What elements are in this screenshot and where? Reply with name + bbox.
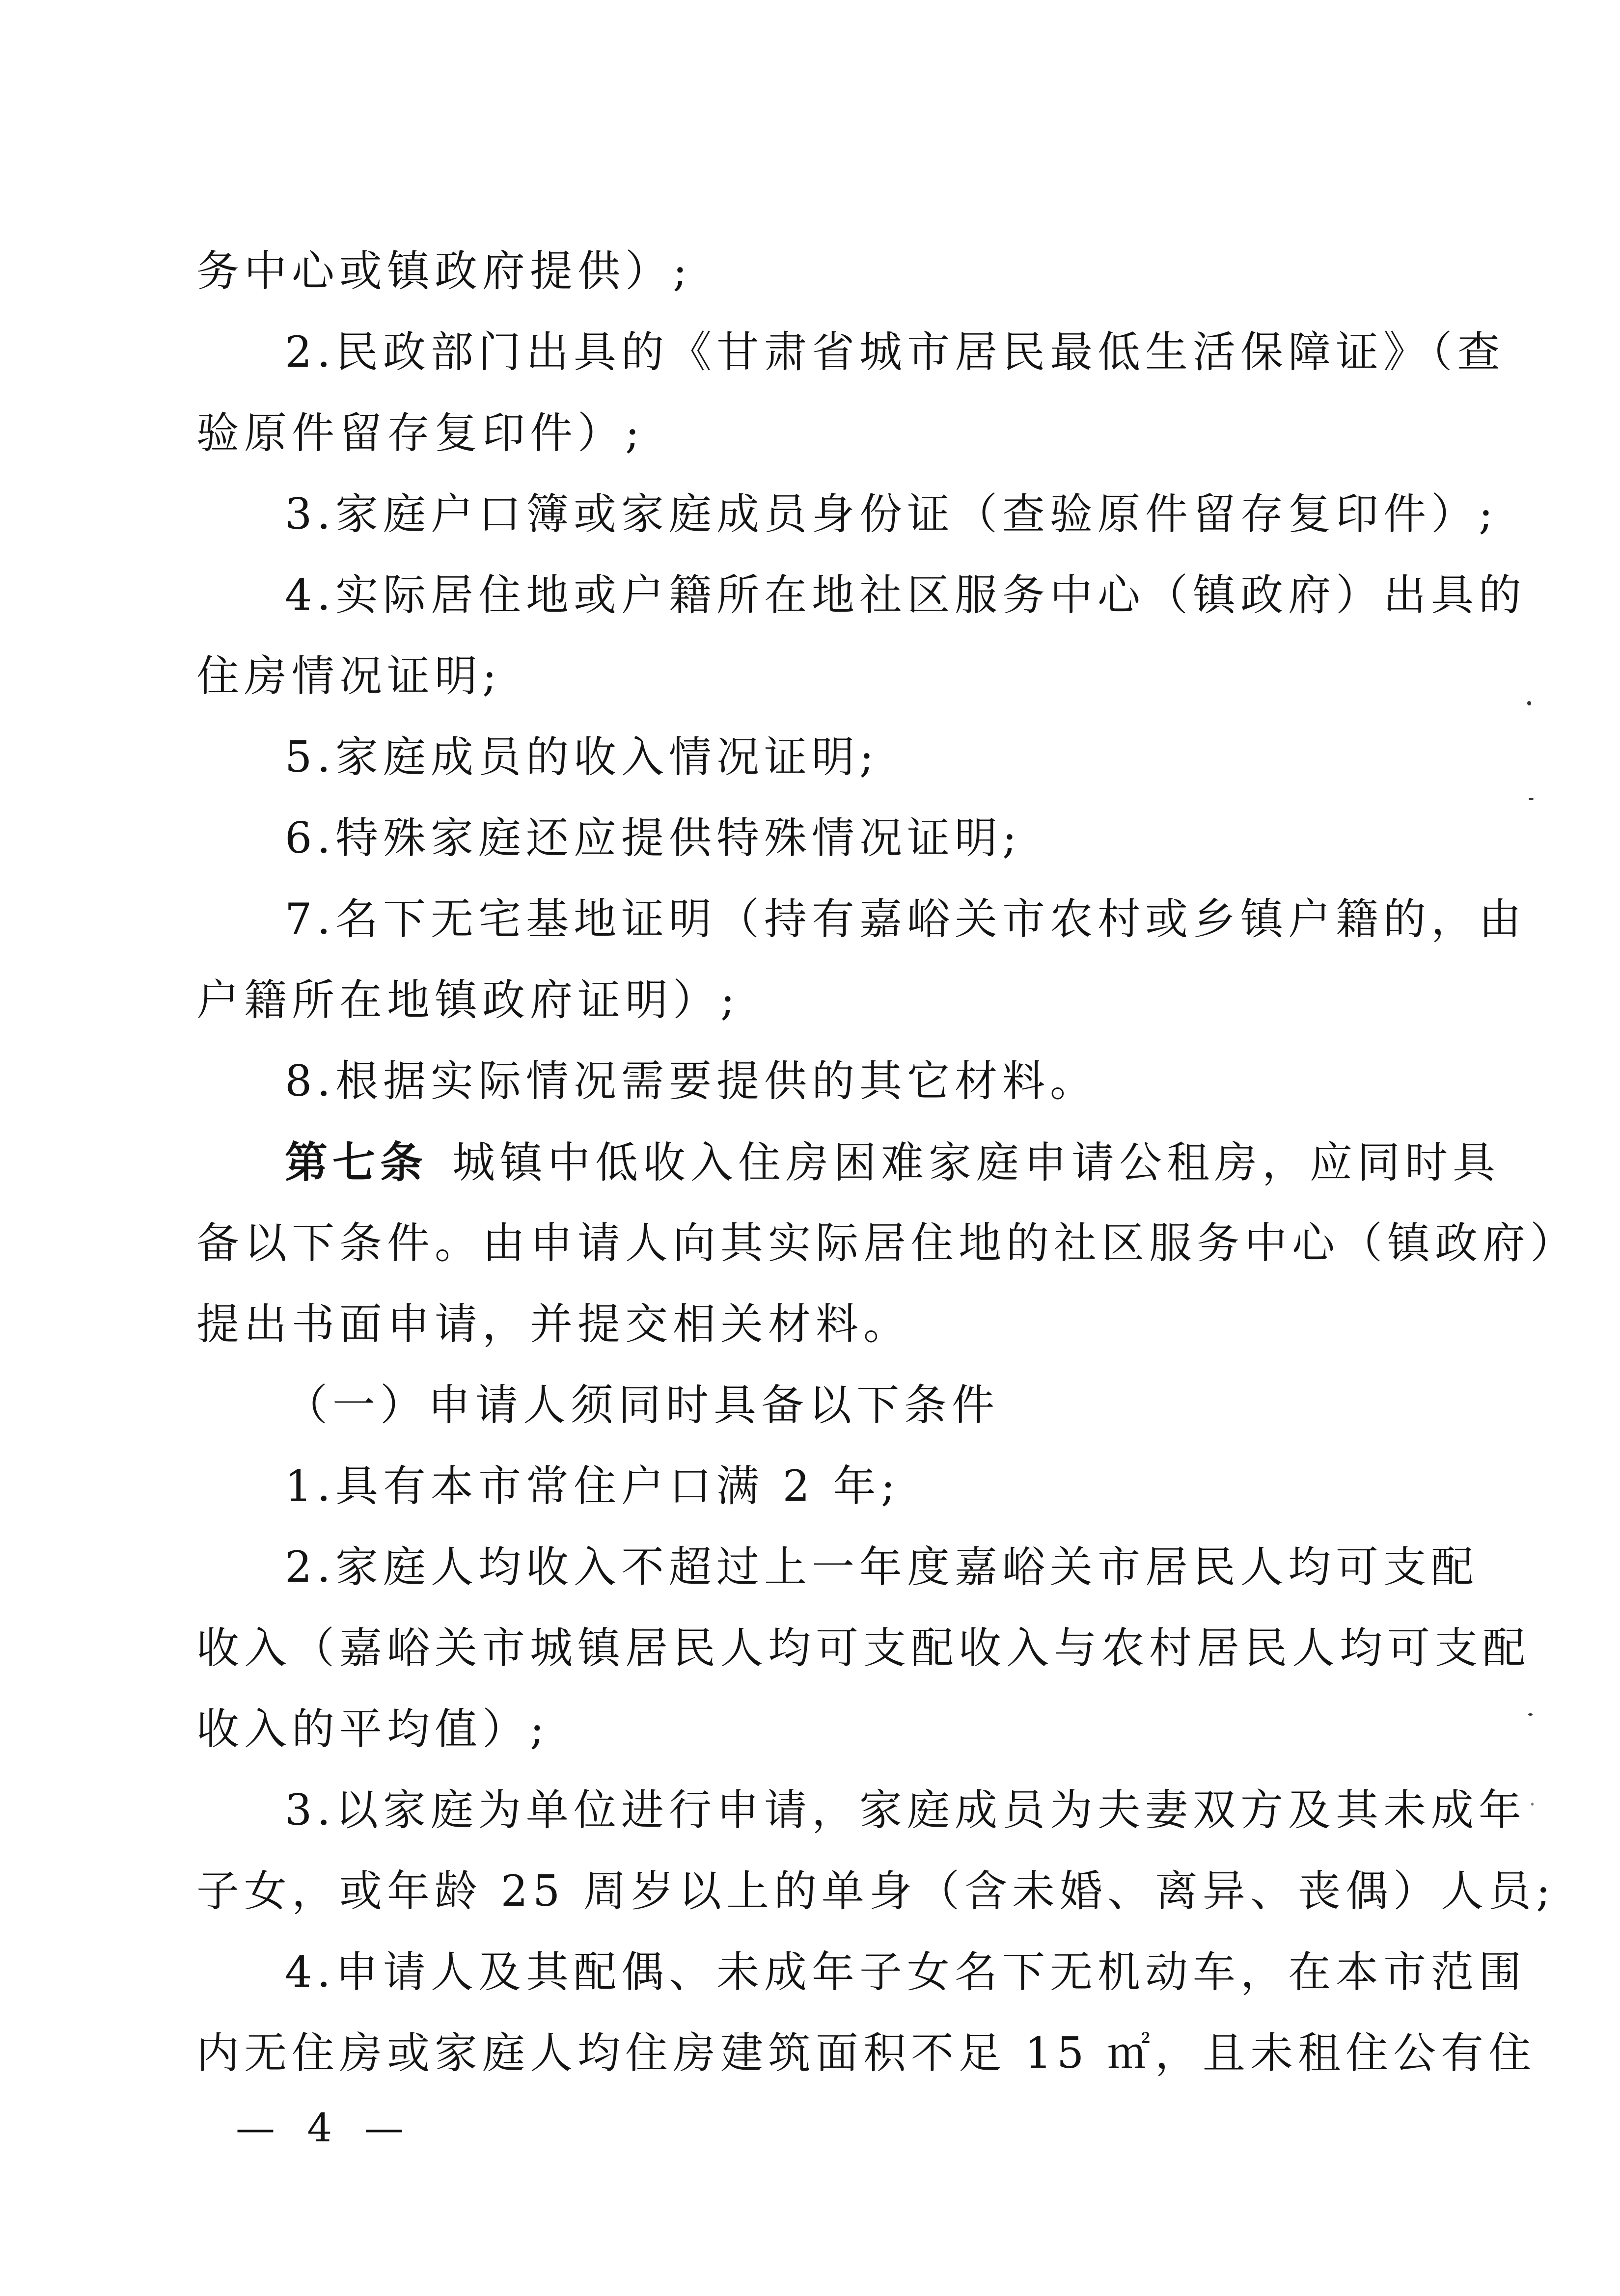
text-line: 2.民政部门出具的《甘肃省城市居民最低生活保障证》（查 <box>285 327 1505 377</box>
text-line: 内无住房或家庭人均住房建筑面积不足 15 ㎡，且未租住公有住 <box>196 2028 1537 2078</box>
text-line: 子女，或年龄 25 周岁以上的单身（含未婚、离异、丧偶）人员; <box>196 1866 1556 1916</box>
scan-speck <box>1531 1803 1534 1806</box>
text-line: 4.实际居住地或户籍所在地社区服务中心（镇政府）出具的 <box>285 570 1527 620</box>
scan-speck <box>1527 701 1531 705</box>
text-line: 8.根据实际情况需要提供的其它材料。 <box>285 1056 1098 1106</box>
text-line: 4.申请人及其配偶、未成年子女名下无机动车，在本市范围 <box>285 1947 1527 1997</box>
scan-speck <box>1528 1713 1533 1716</box>
text-line: 3.以家庭为单位进行申请，家庭成员为夫妻双方及其未成年 <box>285 1785 1527 1835</box>
text-line: 2.家庭人均收入不超过上一年度嘉峪关市居民人均可支配 <box>285 1542 1479 1592</box>
text-line: （一）申请人须同时具备以下条件 <box>285 1380 999 1430</box>
article-text: 城镇中低收入住房困难家庭申请公租房，应同时具 <box>452 1137 1500 1188</box>
text-line: 1.具有本市常住户口满 2 年; <box>285 1461 900 1511</box>
page-number: — 4 — <box>236 2105 413 2151</box>
text-line: 备以下条件。由申请人向其实际居住地的社区服务中心（镇政府） <box>196 1218 1578 1268</box>
scan-speck <box>1529 798 1534 800</box>
text-line: 5.家庭成员的收入情况证明; <box>285 732 879 782</box>
article-seven-first-line <box>196 1122 1500 1203</box>
text-line: 收入（嘉峪关市城镇居民人均可支配收入与农村居民人均可支配 <box>196 1623 1530 1673</box>
text-line: 7.名下无宅基地证明（持有嘉峪关市农村或乡镇户籍的，由 <box>285 894 1527 944</box>
text-line: 户籍所在地镇政府证明）; <box>196 975 740 1025</box>
text-line: 住房情况证明; <box>196 651 502 701</box>
document-body <box>196 231 1578 2094</box>
text-line: 验原件留存复印件）; <box>196 408 645 458</box>
text-line: 提出书面申请，并提交相关材料。 <box>196 1299 911 1349</box>
text-line: 务中心或镇政府提供）; <box>196 246 692 296</box>
text-line: 3.家庭户口簿或家庭成员身份证（查验原件留存复印件）; <box>285 489 1498 539</box>
text-line: 6.特殊家庭还应提供特殊情况证明; <box>285 813 1022 863</box>
article-label: 第七条 <box>285 1137 428 1188</box>
text-line: 收入的平均值）; <box>196 1704 549 1754</box>
